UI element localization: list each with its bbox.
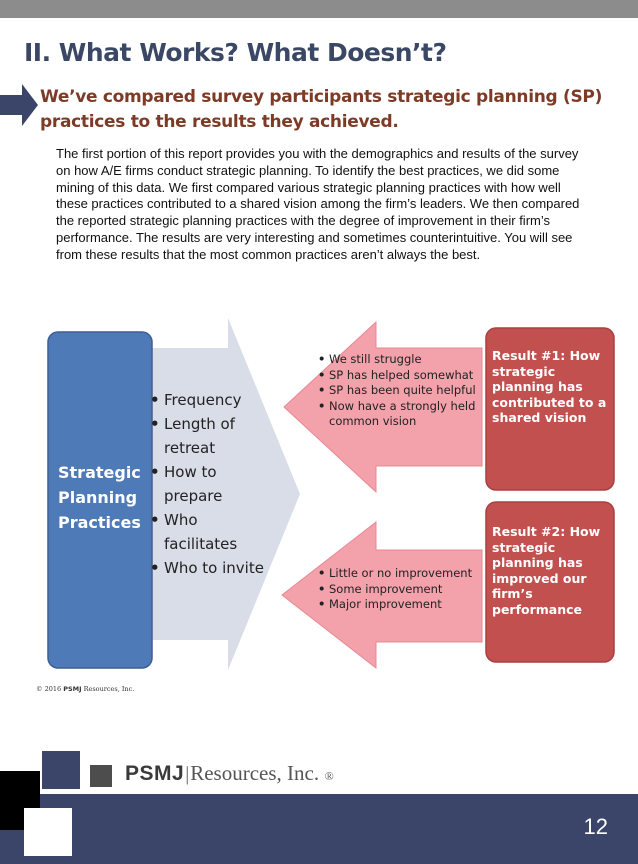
list-item: • We still struggle (318, 352, 490, 368)
vision-responses-list (318, 352, 490, 430)
page-number: 12 (583, 814, 608, 839)
top-bar (0, 0, 638, 18)
list-item: • SP has helped somewhat (318, 368, 490, 384)
list-item: • Some improvement (318, 582, 490, 598)
list-item: • Who facilitates (150, 508, 272, 556)
decorative-square-gray (90, 765, 112, 787)
list-item: • Little or no improvement (318, 566, 490, 582)
copyright-suffix: Resources, Inc. (83, 685, 135, 693)
list-item: • Length of retreat (150, 412, 272, 460)
list-item: • Major improvement (318, 597, 490, 613)
decorative-square-white (24, 808, 72, 856)
decorative-square-navy (42, 751, 80, 789)
footer-band (0, 794, 638, 864)
arrow-right-icon (0, 84, 38, 126)
result1-label: Result #1: How strategic planning has contributed to a shared vision (492, 348, 607, 426)
list-item: • How to prepare (150, 460, 272, 508)
company-logo (125, 761, 334, 786)
diagram-copyright (36, 685, 134, 693)
left-box-label: Strategic Planning Practices (58, 463, 141, 532)
list-item: • Frequency (150, 388, 272, 412)
performance-responses-list (318, 566, 490, 613)
body-paragraph: The first portion of this report provides you with the demographics and results of the survey on how A/E firms conduct strategic planning. To identify the best practices, we did some mining of this data. We first compared various strategic planning practices with how well these practices contributed to a shared vision among the firm’s leaders. We then compared the reported strategic planning practices with the degree of improvement in their firm’s performance. The results are very interesting and sometimes counterintuitive. You will see from these results that the most common practices aren’t always the best. (56, 146, 580, 262)
practices-list (150, 388, 272, 580)
result2-label: Result #2: How strategic planning has improved our firm’s performance (492, 524, 601, 617)
logo-brand: PSMJ (125, 762, 185, 785)
logo-resources: Resources, Inc. (190, 761, 320, 785)
list-item: • Now have a strongly held common vision (318, 399, 490, 430)
list-item: • SP has been quite helpful (318, 383, 490, 399)
logo-separator: | (185, 763, 190, 785)
list-item: • Who to invite (150, 556, 272, 580)
logo-registered-mark: ® (324, 769, 334, 783)
copyright-brand: PSMJ (63, 685, 82, 693)
page-title: II. What Works? What Doesn’t? (24, 38, 447, 67)
copyright-prefix: © 2016 (36, 685, 62, 693)
section-subtitle: We’ve compared survey participants strategic planning (SP) practices to the results they achieved. (40, 87, 603, 132)
